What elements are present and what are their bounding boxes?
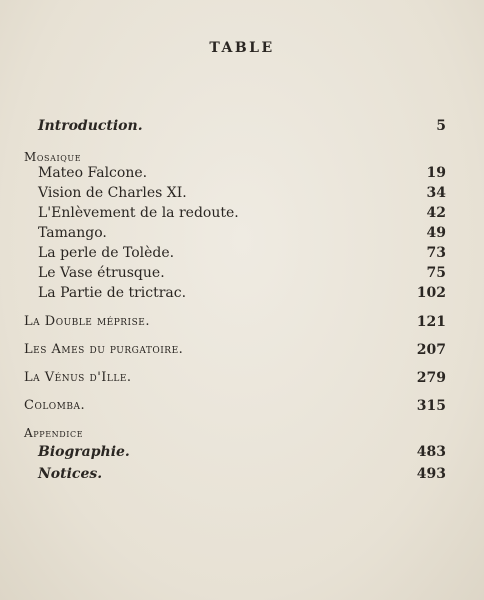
toc-label: Les Ames du purgatoire.	[24, 342, 184, 357]
toc-page-number: 279	[416, 370, 446, 386]
toc-entry-venus-ille	[0, 370, 484, 390]
toc-page-number: 493	[416, 466, 446, 482]
toc-page-number: 102	[416, 285, 446, 301]
toc-label: Tamango.	[38, 225, 107, 241]
toc-entry	[0, 165, 484, 185]
toc-page-number: 121	[416, 314, 446, 330]
toc-label: La Vénus d'Ille.	[24, 370, 132, 385]
toc-label: Le Vase étrusque.	[38, 265, 165, 281]
section-heading-mosaique: Mosaique	[24, 150, 82, 164]
toc-page-number: 42	[426, 205, 446, 221]
toc-label: Introduction.	[38, 118, 143, 134]
toc-label: La Double méprise.	[24, 314, 150, 329]
toc-entry	[0, 245, 484, 265]
toc-page-number: 49	[426, 225, 446, 241]
toc-page-number: 73	[426, 245, 446, 261]
toc-entry	[0, 285, 484, 305]
toc-page-number: 315	[416, 398, 446, 414]
page-title: TABLE	[209, 40, 275, 56]
toc-entry-double-meprise	[0, 314, 484, 334]
toc-page-number: 207	[416, 342, 446, 358]
toc-label: La Partie de trictrac.	[38, 285, 187, 301]
toc-page-number: 19	[426, 165, 446, 181]
toc-entry	[0, 444, 484, 464]
toc-label: Mateo Falcone.	[38, 165, 148, 181]
toc-entry	[0, 466, 484, 486]
toc-entry	[0, 205, 484, 225]
toc-page-number: 5	[436, 118, 446, 134]
toc-label: Biographie.	[38, 444, 130, 460]
toc-entry	[0, 265, 484, 285]
toc-label: Vision de Charles XI.	[38, 185, 187, 201]
toc-entry-ames-purgatoire	[0, 342, 484, 362]
toc-label: Notices.	[38, 466, 103, 482]
toc-label: L'Enlèvement de la redoute.	[38, 205, 239, 221]
toc-label: Colomba.	[24, 398, 86, 413]
toc-entry	[0, 185, 484, 205]
toc-entry-colomba	[0, 398, 484, 418]
toc-page-number: 483	[416, 444, 446, 460]
toc-entry-introduction	[0, 118, 484, 138]
section-heading-appendice: Appendice	[24, 426, 84, 440]
toc-page-number: 75	[426, 265, 446, 281]
toc-label: La perle de Tolède.	[38, 245, 175, 261]
toc-entry	[0, 225, 484, 245]
toc-page-number: 34	[426, 185, 446, 201]
